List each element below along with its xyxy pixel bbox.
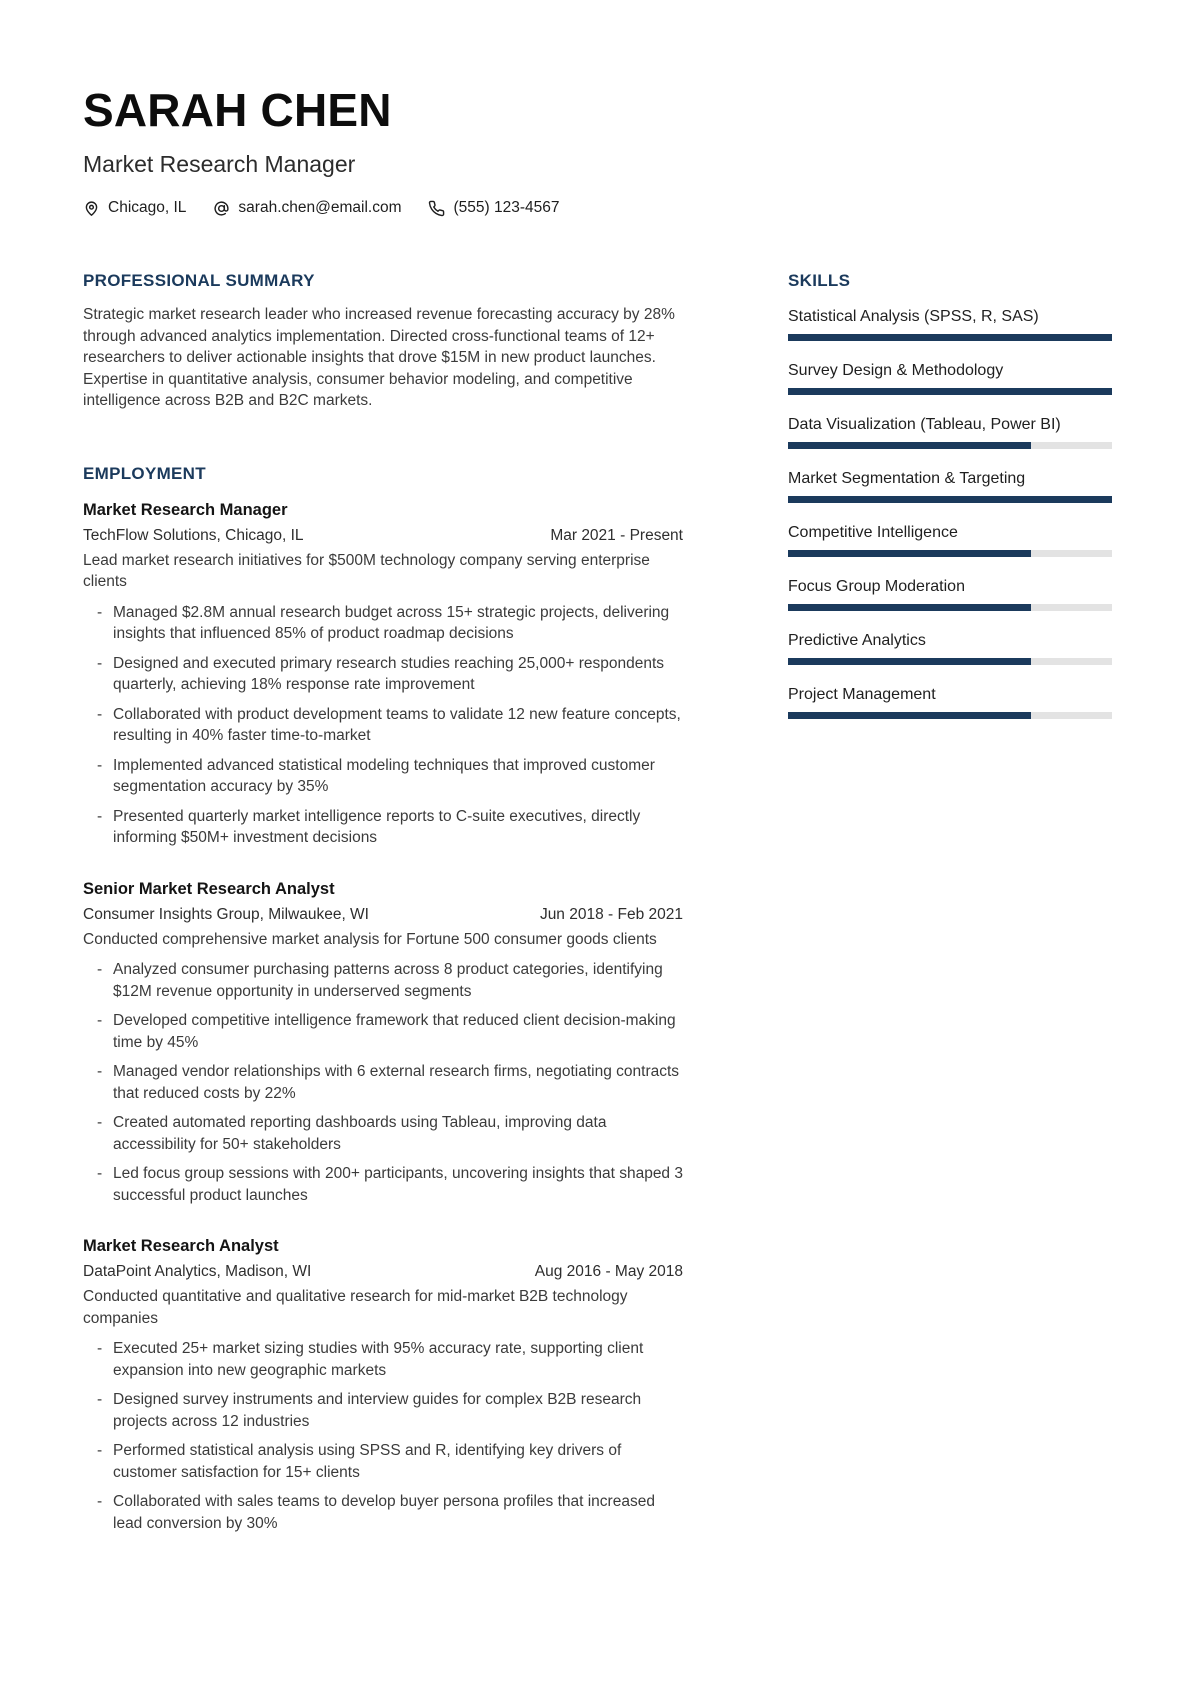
job-meta (83, 906, 683, 924)
skills-column (788, 271, 1112, 1534)
job-bullet: - Performed statistical analysis using SPSS and R, identifying key drivers of customer satisfaction for 15+ clients (83, 1440, 683, 1483)
job-entry (83, 880, 683, 1207)
person-job-title: Market Research Manager (83, 151, 356, 178)
job-bullet: - Led focus group sessions with 200+ participants, uncovering insights that shaped 3 successful product launches (83, 1163, 683, 1206)
job-description: Lead market research initiatives for $500M technology company serving enterprise clients (83, 551, 650, 591)
employment-section (83, 464, 683, 1535)
skill-label: Data Visualization (Tableau, Power BI) (788, 416, 1061, 434)
job-bullet: - Implemented advanced statistical modeling techniques that improved customer segmentation accuracy by 35% (83, 755, 683, 798)
contact-row (83, 199, 1112, 217)
job-meta (83, 1263, 683, 1281)
job-description: Conducted quantitative and qualitative research for mid-market B2B technology companies (83, 1288, 628, 1327)
skill-bar-track (788, 388, 1112, 395)
job-company: TechFlow Solutions, Chicago, IL (83, 526, 304, 544)
job-company: DataPoint Analytics, Madison, WI (83, 1263, 312, 1281)
skill-bar-track (788, 334, 1112, 341)
contact-location (83, 199, 186, 217)
job-company: Consumer Insights Group, Milwaukee, WI (83, 905, 369, 923)
job-title: Market Research Manager (83, 500, 288, 519)
job-title: Senior Market Research Analyst (83, 879, 335, 898)
skill-bar-track (788, 658, 1112, 665)
skills-heading: SKILLS (788, 271, 851, 291)
resume-header (83, 86, 1112, 217)
person-name: SARAH CHEN (83, 84, 392, 136)
skill-item (788, 306, 1112, 341)
skill-bar-fill (788, 658, 1031, 665)
job-description: Conducted comprehensive market analysis for Fortune 500 consumer goods clients (83, 930, 657, 948)
skill-bar-fill (788, 442, 1031, 449)
skill-bar-fill (788, 712, 1031, 719)
location-pin-icon (83, 200, 100, 217)
skill-item (788, 522, 1112, 557)
job-bullet: - Managed vendor relationships with 6 external research firms, negotiating contracts that reduced costs by 22% (83, 1061, 683, 1104)
job-title: Market Research Analyst (83, 1237, 279, 1256)
job-bullet: - Executed 25+ market sizing studies with 95% accuracy rate, supporting client expansion into new geographic markets (83, 1338, 683, 1381)
employment-heading: EMPLOYMENT (83, 463, 206, 483)
skill-item (788, 414, 1112, 449)
job-bullet: - Presented quarterly market intelligence reports to C-suite executives, directly informing $50M+ investment decisions (83, 806, 683, 849)
job-meta (83, 527, 683, 545)
skill-label: Statistical Analysis (SPSS, R, SAS) (788, 308, 1039, 326)
job-bullet-list (83, 959, 683, 1206)
skill-label: Market Segmentation & Targeting (788, 470, 1026, 488)
at-sign-icon (213, 200, 230, 217)
skill-label: Project Management (788, 686, 936, 704)
contact-phone-text: (555) 123-4567 (453, 199, 560, 217)
job-bullet-list (83, 1338, 683, 1534)
job-bullet: - Created automated reporting dashboards using Tableau, improving data accessibility for 50+ stakeholders (83, 1112, 683, 1155)
skill-item (788, 576, 1112, 611)
skill-label: Focus Group Moderation (788, 578, 965, 596)
skill-item (788, 468, 1112, 503)
job-entry (83, 1237, 683, 1534)
skill-item (788, 360, 1112, 395)
job-bullet: - Collaborated with product development teams to validate 12 new feature concepts, resulting in 40% faster time-to-market (83, 704, 683, 747)
skill-label: Survey Design & Methodology (788, 362, 1004, 380)
contact-location-text: Chicago, IL (108, 199, 187, 217)
phone-icon (428, 200, 445, 217)
summary-heading: PROFESSIONAL SUMMARY (83, 271, 315, 291)
job-bullet: - Designed and executed primary research studies reaching 25,000+ respondents quarterly, achieving 18% response rate improvement (83, 653, 683, 696)
skill-bar-track (788, 496, 1112, 503)
job-dates: Aug 2016 - May 2018 (534, 1263, 683, 1281)
skill-label: Competitive Intelligence (788, 524, 958, 542)
skill-bar-fill (788, 604, 1031, 611)
contact-email-text: sarah.chen@email.com (238, 199, 402, 217)
skill-bar-track (788, 550, 1112, 557)
job-bullet: - Designed survey instruments and interview guides for complex B2B research projects across 12 industries (83, 1389, 683, 1432)
job-bullet: - Collaborated with sales teams to develop buyer persona profiles that increased lead conversion by 30% (83, 1491, 683, 1534)
skill-bar-track (788, 712, 1112, 719)
contact-email (213, 199, 401, 217)
job-dates: Mar 2021 - Present (550, 526, 683, 544)
summary-section (83, 271, 683, 412)
skill-label: Predictive Analytics (788, 632, 926, 650)
job-bullet: - Managed $2.8M annual research budget across 15+ strategic projects, delivering insights that influenced 85% of product roadmap decisions (83, 602, 683, 645)
skill-item (788, 684, 1112, 719)
contact-phone (428, 199, 559, 217)
skill-bar-track (788, 442, 1112, 449)
summary-text: Strategic market research leader who increased revenue forecasting accuracy by 28% through advanced analytics implementation. Directed cross-functional teams of 12+ researchers to deliver actionable insights that drove $15M in new product launches. Expertise in quantitative analysis, consumer behavior modeling, and competitive intelligence across B2B and B2C markets. (83, 306, 675, 410)
skill-bar-fill (788, 388, 1112, 395)
job-entry (83, 501, 683, 849)
skill-bar-fill (788, 334, 1112, 341)
main-column (83, 271, 683, 1534)
job-bullet: - Developed competitive intelligence framework that reduced client decision-making time by 45% (83, 1010, 683, 1053)
job-bullet: - Analyzed consumer purchasing patterns across 8 product categories, identifying $12M revenue opportunity in underserved segments (83, 959, 683, 1002)
content-columns (83, 271, 1112, 1534)
skill-bar-track (788, 604, 1112, 611)
job-dates: Jun 2018 - Feb 2021 (539, 905, 683, 923)
job-bullet-list (83, 602, 683, 849)
skill-bar-fill (788, 496, 1112, 503)
skill-bar-fill (788, 550, 1031, 557)
skill-item (788, 630, 1112, 665)
